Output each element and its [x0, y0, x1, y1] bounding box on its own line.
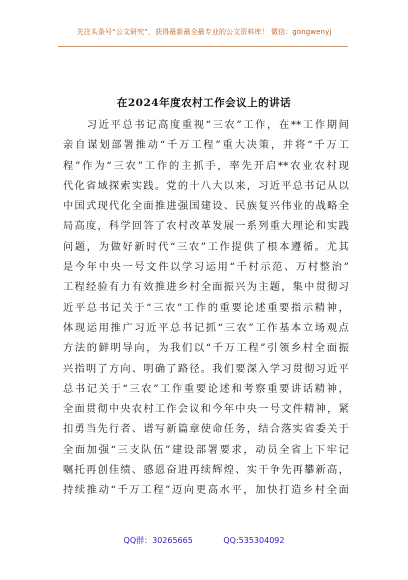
footer-qq-group: QQ群：30265665 [123, 536, 193, 545]
document-title: 在2024年度农村工作会议上的讲话 [116, 97, 292, 109]
document-body [63, 116, 349, 502]
footer-qq-number: QQ:535304092 [223, 536, 285, 545]
body-line: 习近平总书记高度重视“三农”工作，在**工作期间 [63, 120, 349, 131]
footer-contact [0, 535, 408, 546]
body-line: 中国式现代化全面推进强国建设、民族复兴伟业的战略全 [63, 201, 349, 213]
body-line: 体现运用推广习近平总书记抓“三农”工作基本立场观点 [63, 322, 349, 334]
body-line: 程”作为“三农”工作的主抓手，率先开启**农业农村现 [63, 160, 349, 172]
body-line: 嘱托再创佳绩、感恩奋进再续辉煌、实干争先再攀新高， [63, 465, 349, 477]
header-divider [58, 46, 348, 47]
body-line: 亲自谋划部署推动“千万工程”重大决策，并将“千万工 [63, 140, 349, 152]
body-line: 问题，为做好新时代“三农”工作提供了根本遵循。尤其 [63, 241, 349, 253]
body-line: 持续推动“千万工程”迈向更高水平，加快打造乡村全面 [63, 485, 349, 497]
body-line: 是今年中央一号文件以学习运用“千村示范、万村整治” [63, 262, 349, 274]
body-line: 近平总书记关于“三农”工作的重要论述重要指示精神， [63, 302, 349, 314]
body-line: 全面加强“三支队伍”建设部署要求，动员全省上下牢记 [63, 444, 349, 456]
body-line: 工程经验有力有效推进乡村全面振兴为主题，集中贯彻习 [63, 282, 349, 294]
body-line: 代化省域探索实践。党的十八大以来，习近平总书记从以 [63, 180, 349, 192]
body-line: 兴指明了方向、明确了路径。我们要深入学习贯彻习近平 [63, 363, 349, 375]
body-line: 方法的鲜明导向，为我们以“千万工程”引领乡村全面振 [63, 343, 349, 355]
body-line: 局高度，科学回答了农村改革发展一系列重大理论和实践 [63, 221, 349, 233]
body-line: 全面贯彻中央农村工作会议和今年中央一号文件精神，紧 [63, 404, 349, 416]
body-line: 扣勇当先行者、谱写新篇章使命任务，结合落实省委关于 [63, 424, 349, 436]
header-promo-note: 关注头条号“公文研究”，获得最新最全最专业的公文资料库！ 微信：gongwenyj [76, 28, 332, 36]
body-line: 总书记关于“三农”工作重要论述和考察重要讲话精神， [63, 383, 349, 395]
